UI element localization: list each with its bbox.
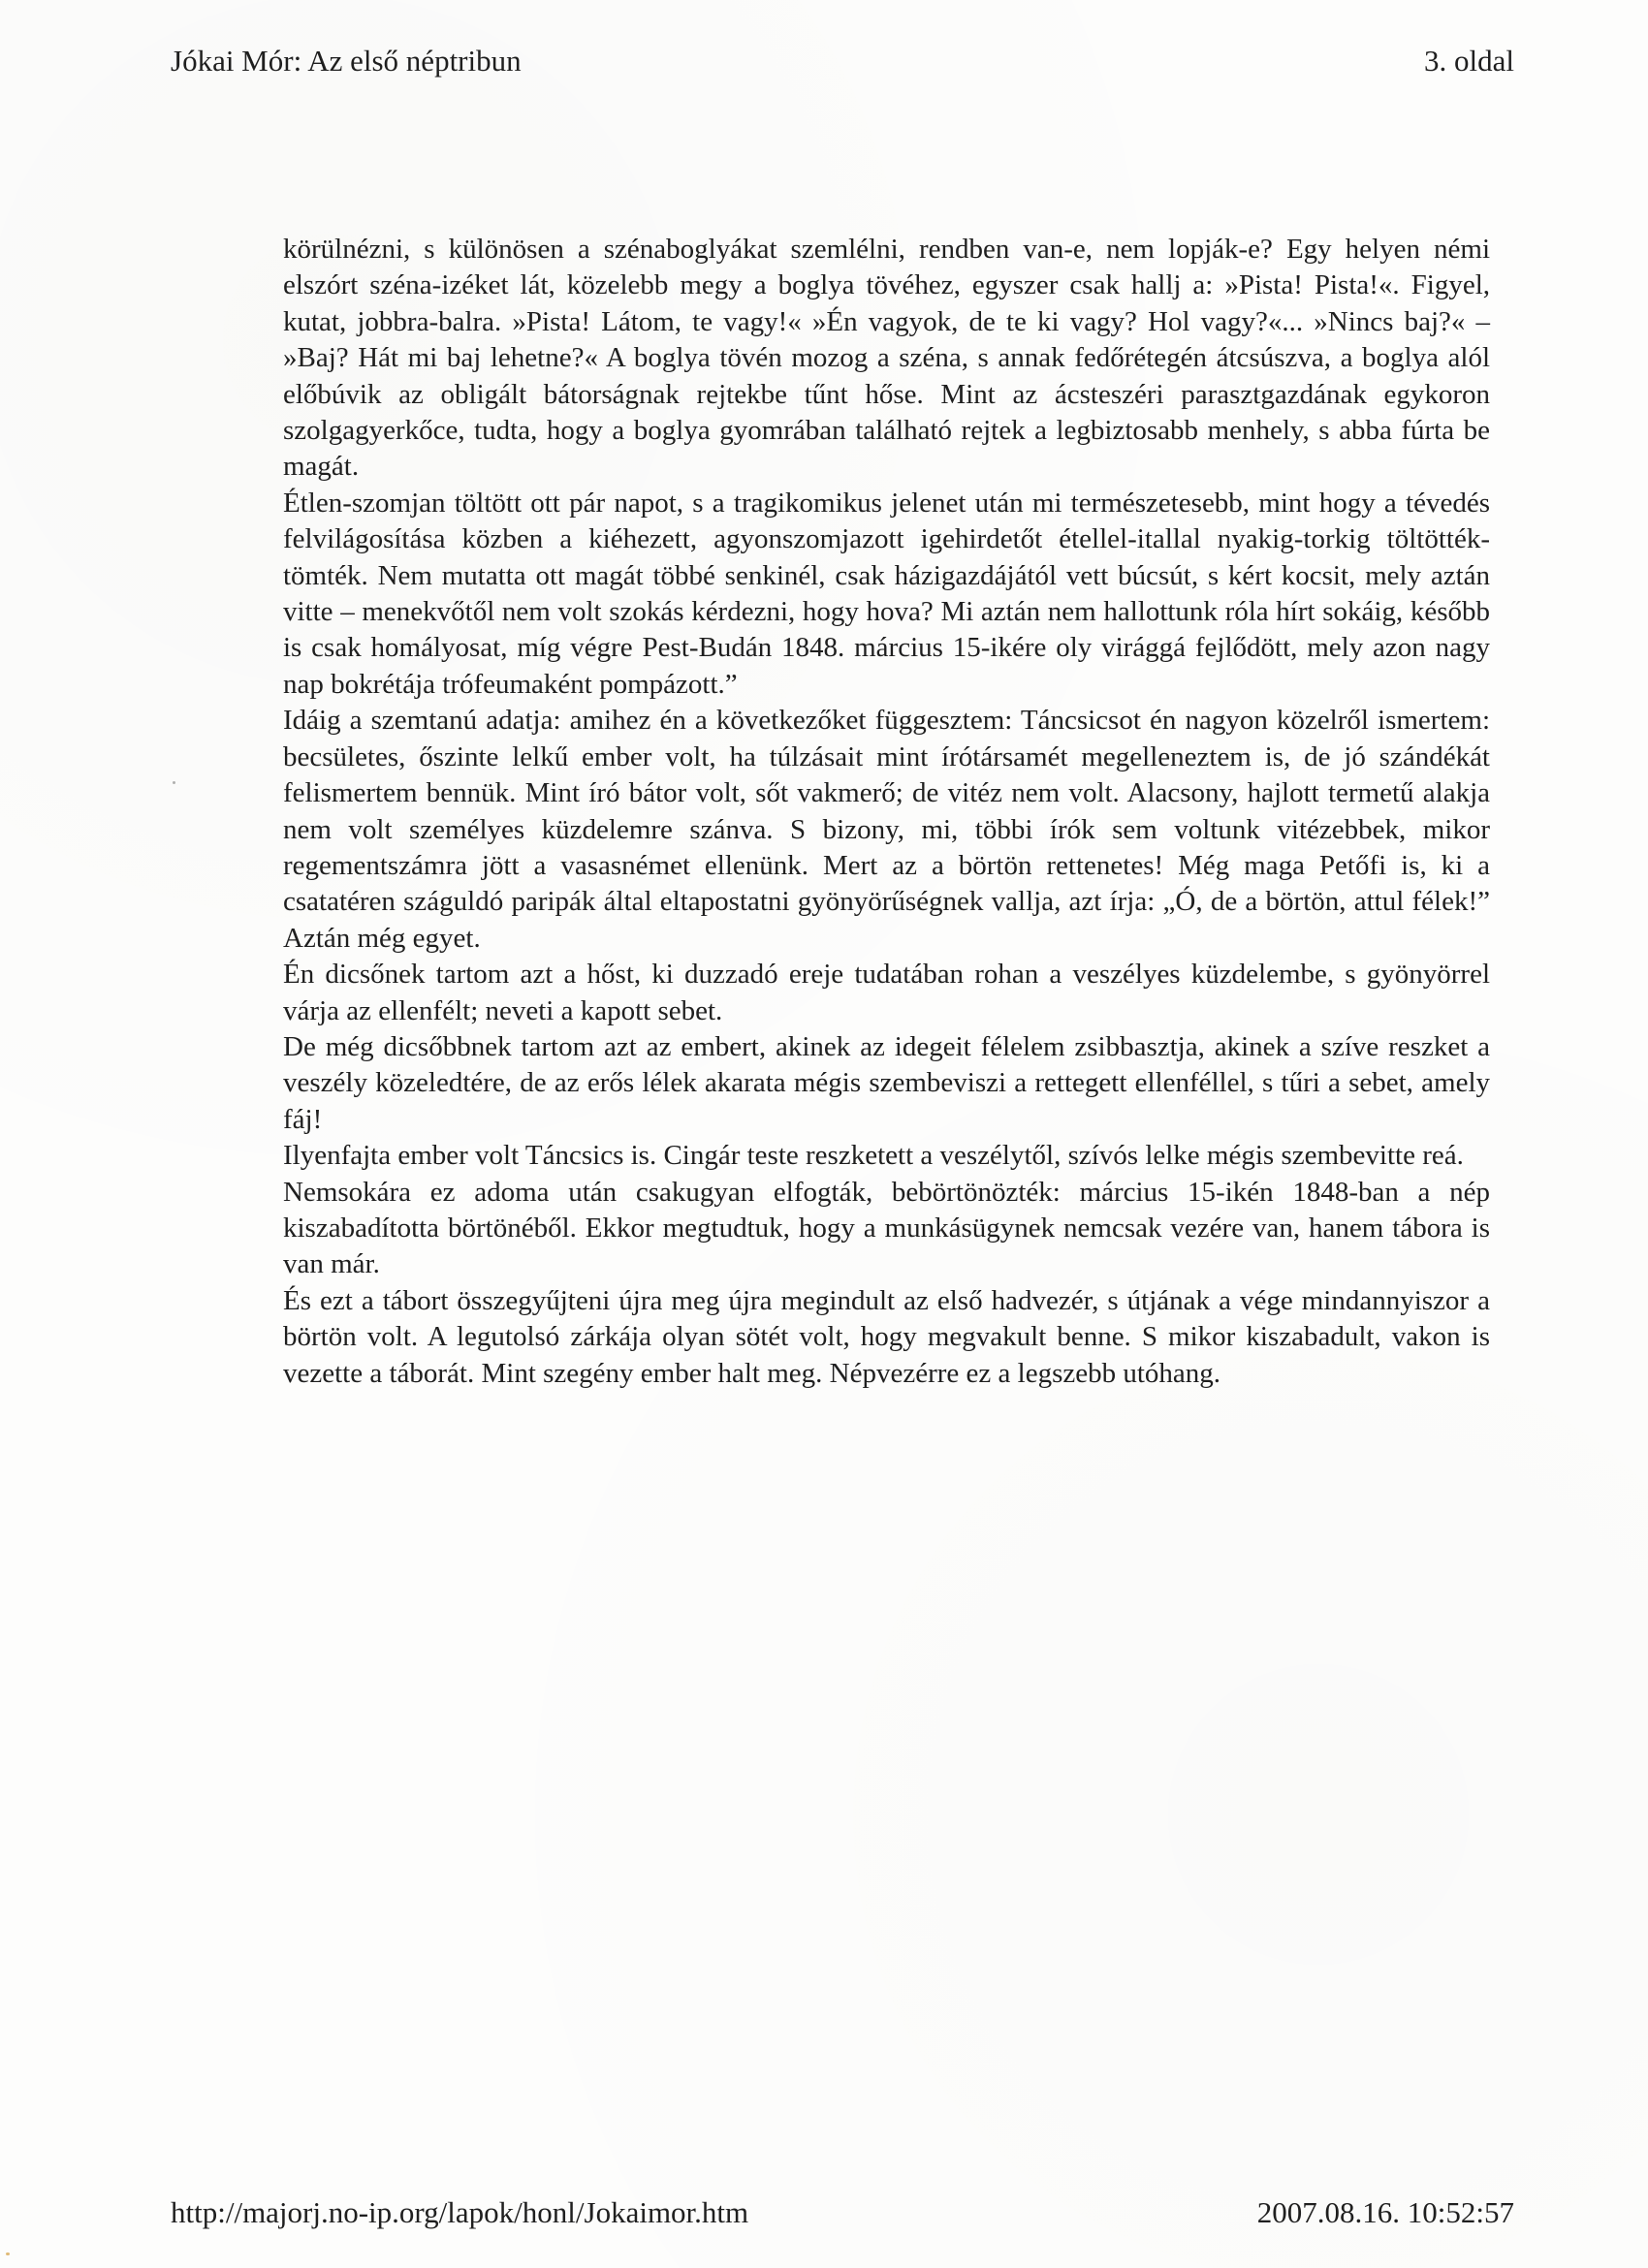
paragraph-6: Ilyenfajta ember volt Táncsics is. Cingár teste reszketett a veszélytől, szívós lelke mégis szembevitte reá.	[283, 1140, 1464, 1172]
paragraph-2: Étlen-szomjan töltött ott pár napot, s a tragikomikus jelenet után mi természetesebb, mint hogy a tévedés felvilágosítása közben a kiéhezett, agyonszomjazott igehirdetőt étellel-itallal nyakig-torkig töltötték-tömték. Nem mutatta ott magát többé senkinél, csak házigazdájától vett búcsút, s kért kocsit, mely aztán vitte – menekvőtől nem volt szokás kérdezni, hogy hova? Mi aztán nem hallottunk róla hírt sokáig, később is csak homályosat, míg végre Pest-Budán 1848. március 15-ikére oly virággá fejlődött, mely azon nagy nap bokrétája trófeumaként pompázott.”	[283, 487, 1490, 700]
paragraph-4: Én dicsőnek tartom azt a hőst, ki duzzadó ereje tudatában rohan a veszélyes küzdelembe, s gyönyörrel várja az ellenfélt; neveti a kapott sebet.	[283, 959, 1490, 1026]
page-number: 3. oldal	[1424, 44, 1514, 78]
scan-speck	[173, 781, 175, 784]
article-body	[283, 232, 1490, 1392]
paragraph-8: És ezt a tábort összegyűjteni újra meg újra megindult az első hadvezér, s útjának a vége mindannyiszor a börtön volt. A legutolsó zárkája olyan sötét volt, hogy megvakult benne. S mikor kiszabadult, vakon is vezette a táborát. Mint szegény ember halt meg. Népvezérre ez a legszebb utóhang.	[283, 1284, 1490, 1389]
paragraph-3: Idáig a szemtanú adatja: amihez én a következőket függesztem: Táncsicsot én nagyon közelről ismertem: becsületes, őszinte lelkű ember volt, ha túlzásait mint írótársamét megelleneztem is, de jó szándékát felismertem bennük. Mint író bátor volt, sőt vakmerő; de vitéz nem volt. Alacsony, hajlott termetű alakja nem volt személyes küzdelemre szánva. S bizony, mi, többi írók sem voltunk vitézebbek, mikor regementszámra jött a vasasnémet ellenünk. Mert az a börtön rettenetes! Még maga Petőfi is, ki a csatatéren száguldó paripák által eltapostatni gyönyörűségnek vallja, azt írja: „Ó, de a börtön, attul félek!” Aztán még egyet.	[283, 705, 1490, 954]
scan-speck	[6, 2252, 10, 2255]
header-title: Jókai Mór: Az első néptribun	[171, 44, 522, 78]
paragraph-7: Nemsokára ez adoma után csakugyan elfogták, bebörtönözték: március 15-ikén 1848-ban a nép kiszabadította börtönéből. Ekkor megtudtuk, hogy a munkásügynek nemcsak vezére van, hanem tábora is van már.	[283, 1176, 1490, 1280]
paragraph-5: De még dicsőbbnek tartom azt az embert, akinek az idegeit félelem zsibbasztja, akinek a szíve reszket a veszély közeledtére, de az erős lélek akarata mégis szembeviszi a rettegett ellenféllel, s tűri a sebet, amely fáj!	[283, 1030, 1490, 1135]
footer-url: http://majorj.no-ip.org/lapok/honl/Jokaimor.htm	[171, 2195, 749, 2229]
footer-timestamp: 2007.08.16. 10:52:57	[1256, 2195, 1514, 2229]
paragraph-1: körülnézni, s különösen a szénaboglyákat szemlélni, rendben van-e, nem lopják-e? Egy helyen némi elszórt széna-izéket lát, közelebb megy a boglya tövéhez, egyszer csak hallj a: »Pista! Pista!«. Figyel, kutat, jobbra-balra. »Pista! Látom, te vagy!« »Én vagyok, de te ki vagy? Hol vagy?«... »Nincs baj?« – »Baj? Hát mi baj lehetne?« A boglya tövén mozog a széna, s annak fedőrétegén átcsúszva, a boglya alól előbúvik az obligált bátorságnak rejtekbe tűnt hőse. Mint az ácsteszéri parasztgazdának egykoron szolgagyerkőce, tudta, hogy a boglya gyomrában található rejtek a legbiztosabb menhely, s abba fúrta be magát.	[283, 234, 1490, 483]
